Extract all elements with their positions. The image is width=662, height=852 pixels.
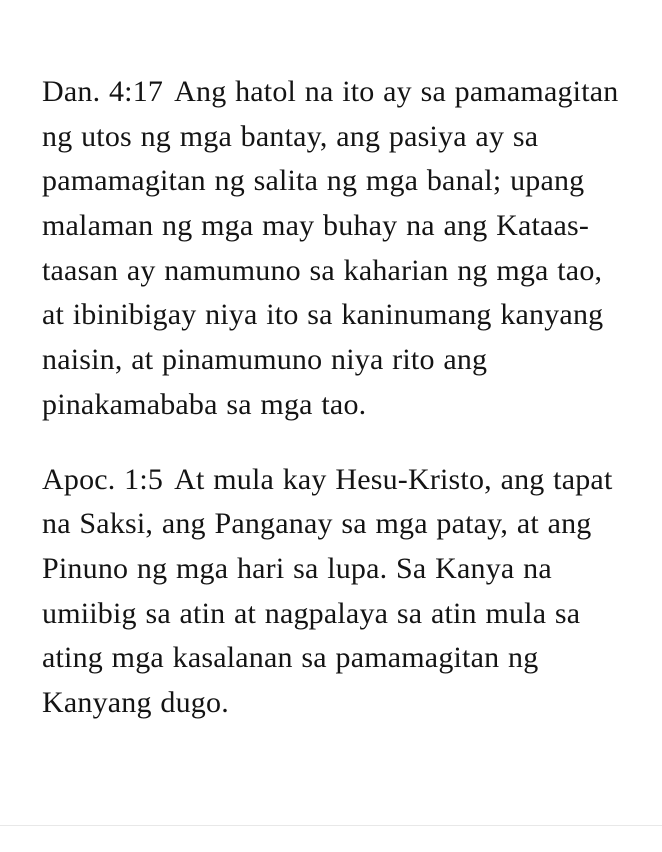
- scripture-passage: [42, 458, 620, 726]
- scripture-reference: Apoc. 1:5: [42, 462, 164, 496]
- scripture-reference: Dan. 4:17: [42, 75, 164, 108]
- scripture-text: Ang hatol na ito ay sa pamamagitan ng utos ng mga bantay, ang pasiya ay sa pamamagitan ng salita ng mga banal; upang malaman ng mga may buhay na ang Kataas-taasan ay namumuno sa kaharian ng mga tao, at ibinibigay niya ito sa kaninumang kanyang naisin, at pinamumuno niya rito ang pinakamababa sa mga tao.: [42, 75, 619, 421]
- bottom-divider: [0, 825, 662, 826]
- scripture-text: At mula kay Hesu-Kristo, ang tapat na Saksi, ang Panganay sa mga patay, at ang Pinuno ng mga hari sa lupa. Sa Kanya na umiibig sa atin at nagpalaya sa atin mula sa ating mga kasalanan sa pamamagitan ng Kanyang dugo.: [42, 462, 613, 719]
- scripture-passage: [42, 70, 620, 428]
